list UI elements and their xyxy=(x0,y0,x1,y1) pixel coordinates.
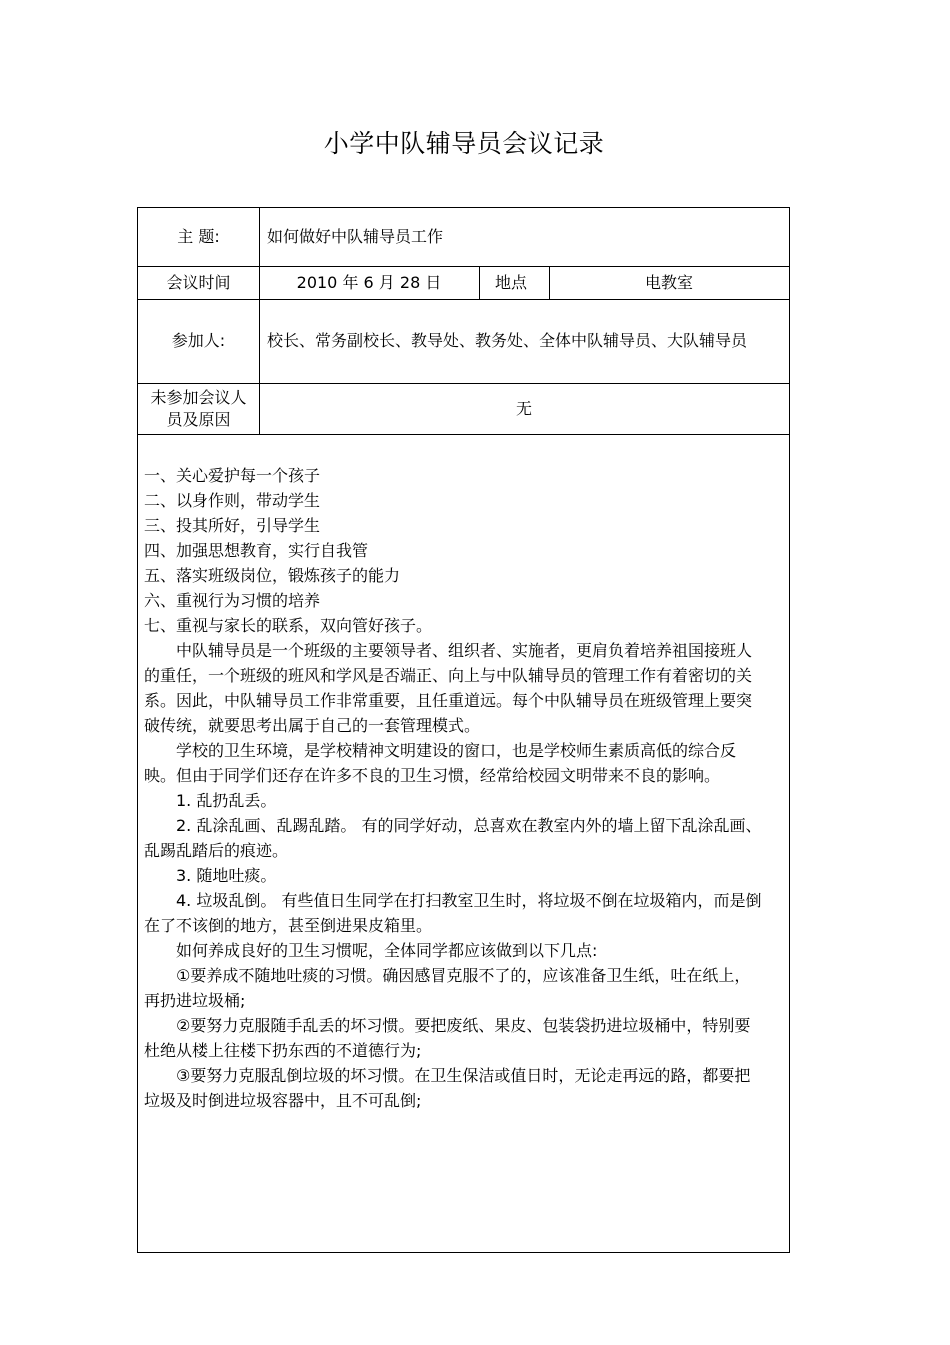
page-title: 小学中队辅导员会议记录 xyxy=(323,129,605,158)
place-value: 电教室 xyxy=(644,272,693,292)
time-value: 2010 年 6 月 28 日 xyxy=(296,272,442,292)
paragraph: 3. 随地吐痰。 xyxy=(176,866,277,885)
list-item: 五、落实班级岗位，锻炼孩子的能力 xyxy=(144,566,401,585)
paragraph: 中队辅导员是一个班级的主要领导者、组织者、实施者，更肩负着培养祖国接班人的重任，一个班级的班风和学风是否端正、向上与中队辅导员的管理工作有着密切的关系。因此，中队辅导员工作非常重要，且任重道远。每个中队辅导员在班级管理上要突破传统，就要思考出属于自己的一套管理模式。 xyxy=(144,641,753,735)
paragraph: 1. 乱扔乱丢。 xyxy=(176,791,277,810)
paragraph: 4. 垃圾乱倒。 有些值日生同学在打扫教室卫生时，将垃圾不倒在垃圾箱内，而是倒在了不该倒的地方，甚至倒进果皮箱里。 xyxy=(144,891,762,935)
list-item: 四、加强思想教育，实行自我管 xyxy=(144,541,369,560)
paragraph: ②要努力克服随手乱丢的坏习惯。要把废纸、果皮、包装袋扔进垃圾桶中，特别要杜绝从楼上往楼下扔东西的不道德行为; xyxy=(144,1016,751,1060)
paragraph: 2. 乱涂乱画、乱踢乱踏。 有的同学好动，总喜欢在教室内外的墙上留下乱涂乱画、乱踢乱踏后的痕迹。 xyxy=(144,816,762,860)
time-label: 会议时间 xyxy=(166,272,231,292)
place-label: 地点 xyxy=(495,272,528,292)
paragraph: 如何养成良好的卫生习惯呢，全体同学都应该做到以下几点: xyxy=(176,941,598,960)
attendees-label: 参加人: xyxy=(171,331,226,350)
attendees-value: 校长、常务副校长、教导处、教务处、全体中队辅导员、大队辅导员 xyxy=(267,331,748,350)
absent-value: 无 xyxy=(515,398,532,418)
paragraph: ③要努力克服乱倒垃圾的坏习惯。在卫生保洁或值日时，无论走再远的路，都要把垃圾及时倒进垃圾容器中，且不可乱倒; xyxy=(144,1066,751,1110)
meeting-record-table xyxy=(137,207,790,1253)
paragraph: 学校的卫生环境，是学校精神文明建设的窗口，也是学校师生素质高低的综合反映。但由于同学们还存在许多不良的卫生习惯，经常给校园文明带来不良的影响。 xyxy=(144,741,737,785)
meeting-content xyxy=(144,463,764,1113)
list-item: 二、以身作则，带动学生 xyxy=(144,491,321,510)
absent-label: 未参加会议人员及原因 xyxy=(150,387,247,429)
list-item: 六、重视行为习惯的培养 xyxy=(144,591,321,610)
paragraph: ①要养成不随地吐痰的习惯。确因感冒克服不了的，应该准备卫生纸，吐在纸上，再扔进垃圾桶; xyxy=(144,966,751,1010)
topic-value: 如何做好中队辅导员工作 xyxy=(267,227,444,246)
row-divider xyxy=(138,434,789,435)
list-item: 三、投其所好，引导学生 xyxy=(144,516,321,535)
list-item: 一、关心爱护每一个孩子 xyxy=(144,466,321,485)
list-item: 七、重视与家长的联系，双向管好孩子。 xyxy=(144,616,433,635)
topic-label: 主 题: xyxy=(177,227,220,246)
